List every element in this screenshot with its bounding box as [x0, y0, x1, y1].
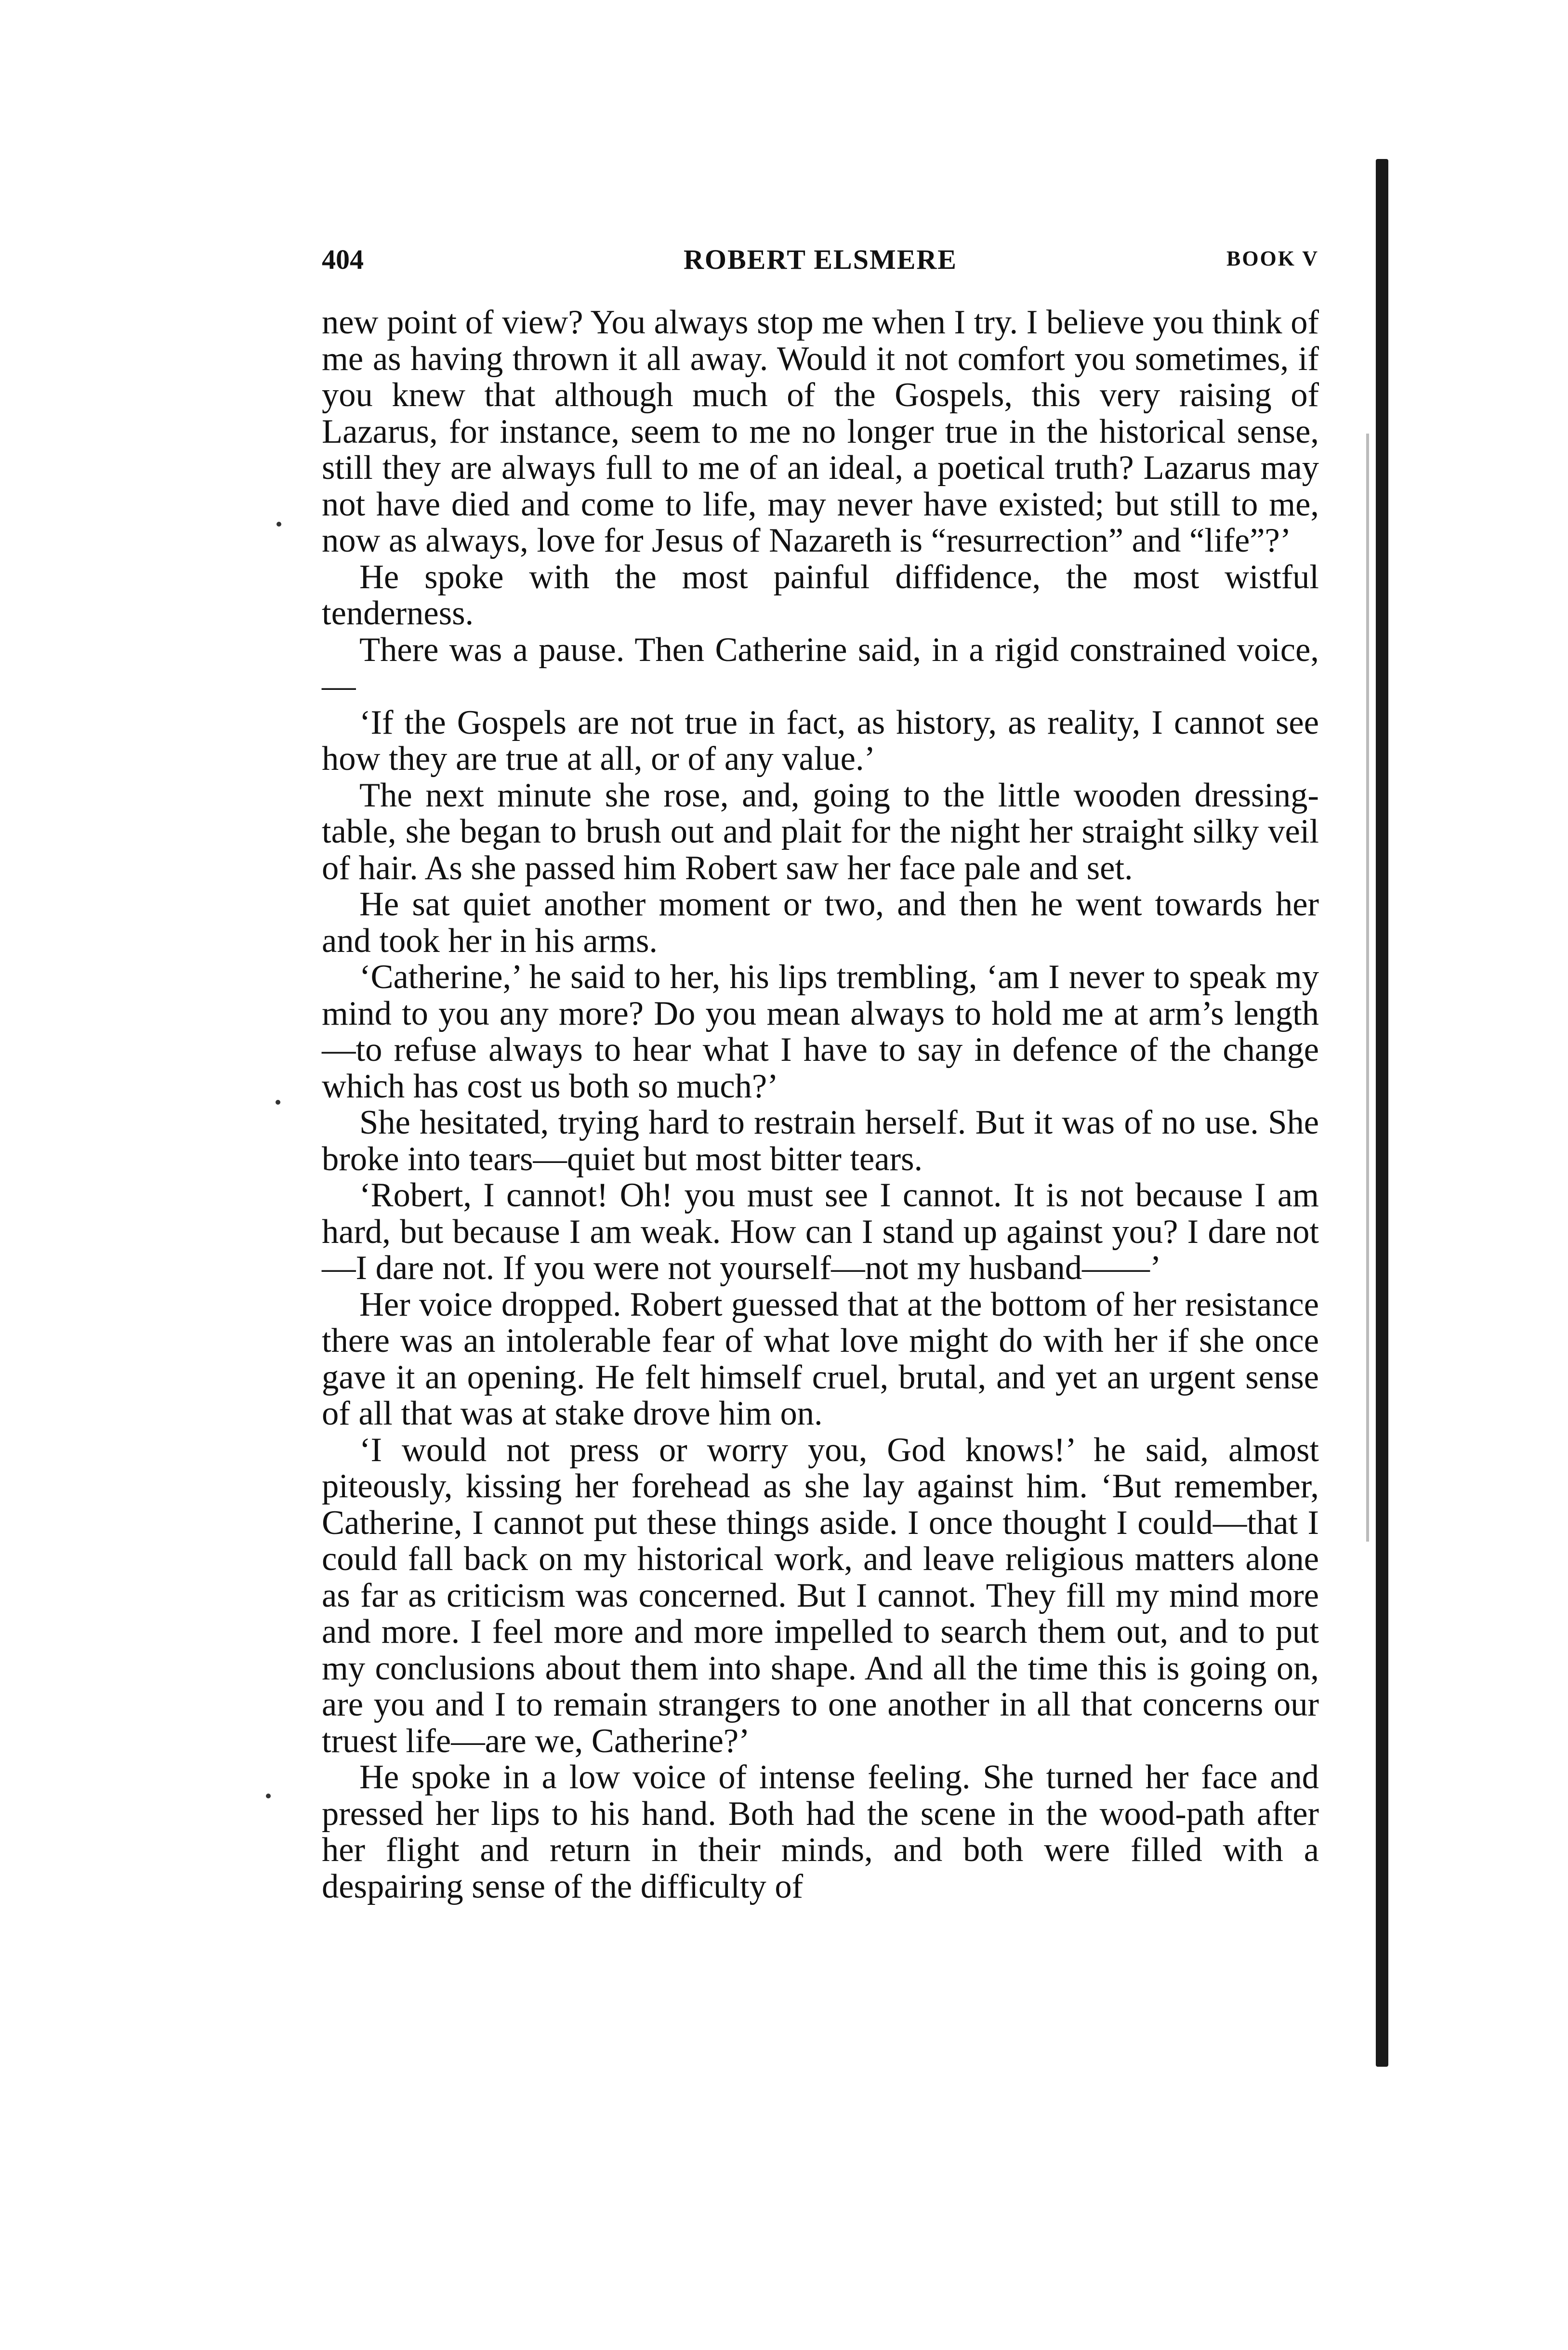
book-label: BOOK V [1226, 247, 1319, 270]
running-header [322, 243, 1319, 282]
paragraph: There was a pause. Then Catherine said, in a rigid constrained voice,— [322, 631, 1319, 705]
paragraph: ‘Robert, I cannot! Oh! you must see I cannot. It is not because I am hard, but because I am weak. How can I stand up against you? I dare not—I dare not. If you were not yourself—not my husband——’ [322, 1176, 1319, 1287]
paragraph: ‘If the Gospels are not true in fact, as history, as reality, I cannot see how they are true at all, or of any value.’ [322, 703, 1319, 778]
paragraph: ‘I would not press or worry you, God knows!’ he said, almost piteously, kissing her forehead as she lay against him. ‘But remember, Catherine, I cannot put these things aside. I once thought I could—that I could fall back on my historical work, and leave religious matters alone as far as criticism was concerned. But I cannot. They fill my mind more and more. I feel more and more impelled to search them out, and to put my conclusions about them into shape. And all the time this is going on, are you and I to remain strangers to one another in all that concerns our truest life—are we, Catherine?’ [322, 1431, 1319, 1760]
paragraph: ‘Catherine,’ he said to her, his lips trembling, ‘am I never to speak my mind to you any more? Do you mean always to hold me at arm’s length—to refuse always to hear what I have to say in defence of the change which has cost us both so much?’ [322, 958, 1319, 1105]
paragraph: The next minute she rose, and, going to the little wooden dressing-table, she began to brush out and plait for the night her straight silky veil of hair. As she passed him Robert saw her face pale and set. [322, 776, 1319, 887]
running-title: ROBERT ELSMERE [684, 244, 957, 275]
paragraph: He spoke with the most painful diffidence, the most wistful tenderness. [322, 558, 1319, 632]
body-text [322, 304, 1319, 1905]
paragraph: She hesitated, trying hard to restrain herself. But it was of no use. She broke into tears—quiet but most bitter tears. [322, 1104, 1319, 1178]
margin-speck [276, 1100, 280, 1105]
margin-speck [266, 1794, 271, 1798]
page-number: 404 [322, 244, 364, 275]
paragraph: He sat quiet another moment or two, and then he went towards her and took her in his arms. [322, 885, 1319, 960]
margin-speck [277, 522, 281, 527]
page-edge-line [1366, 434, 1369, 1542]
paragraph: new point of view? You always stop me when I try. I believe you think of me as having thrown it all away. Would it not comfort you sometimes, if you knew that although much of the Gospels, this very raising of Lazarus, for instance, seem to me no longer true in the historical sense, still they are always full to me of an ideal, a poetical truth? Lazarus may not have died and come to life, may never have existed; but still to me, now as always, love for Jesus of Nazareth is “resurrection” and “life”?’ [322, 304, 1319, 559]
page-edge-shadow [1376, 159, 1388, 2067]
paragraph: Her voice dropped. Robert guessed that at the bottom of her resistance there was an intolerable fear of what love might do with her if she once gave it an opening. He felt himself cruel, brutal, and yet an urgent sense of all that was at stake drove him on. [322, 1285, 1319, 1432]
paragraph: He spoke in a low voice of intense feeling. She turned her face and pressed her lips to his hand. Both had the scene in the wood-path after her flight and return in their minds, and both were filled with a despairing sense of the difficulty of [322, 1758, 1319, 1905]
